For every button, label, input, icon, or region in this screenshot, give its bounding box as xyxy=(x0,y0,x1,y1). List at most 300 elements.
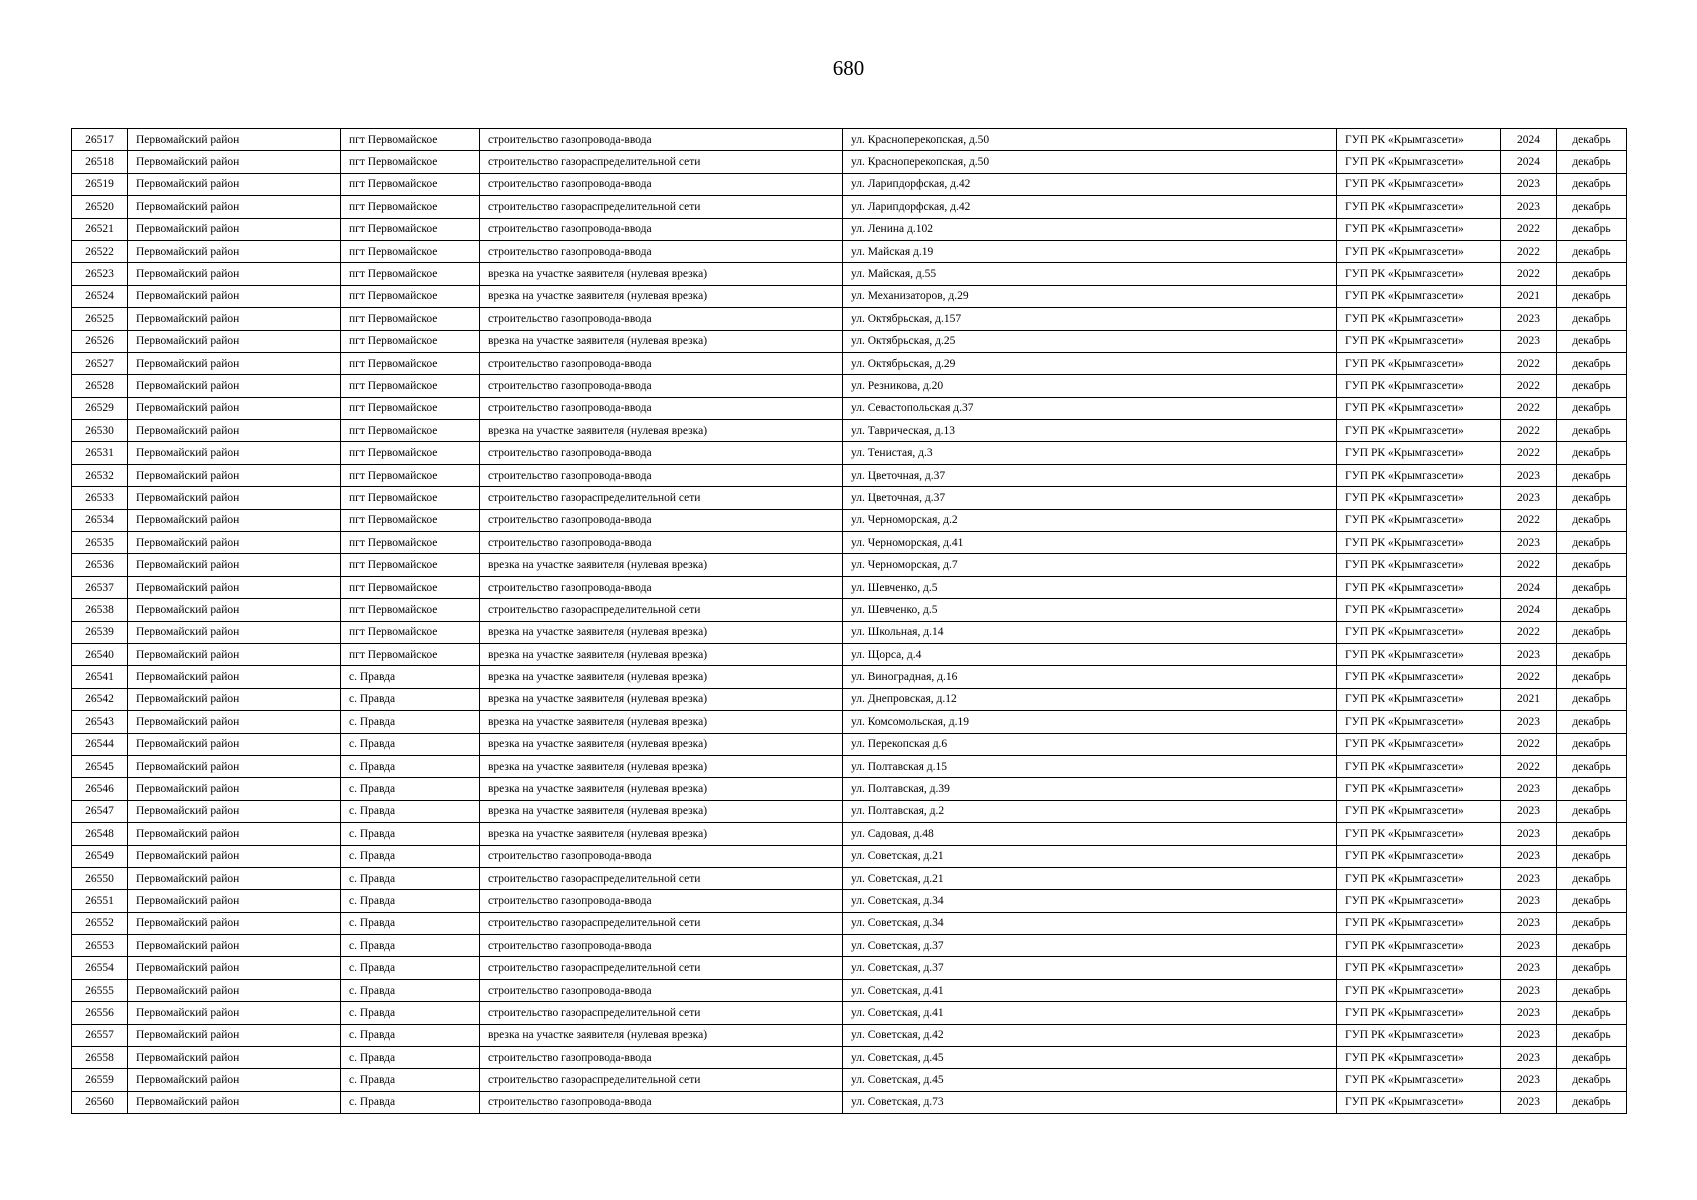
settlement-cell: пгт Первомайское xyxy=(341,621,480,643)
table-row xyxy=(72,845,1627,867)
row-number: 26540 xyxy=(72,643,128,665)
address-cell: ул. Таврическая, д.13 xyxy=(843,420,1337,442)
district-cell: Первомайский район xyxy=(128,308,341,330)
settlement-cell: пгт Первомайское xyxy=(341,330,480,352)
gasification-register-table xyxy=(71,128,1627,1114)
row-number: 26520 xyxy=(72,196,128,218)
row-number: 26550 xyxy=(72,867,128,889)
organization-cell: ГУП РК «Крымгазсети» xyxy=(1337,755,1501,777)
year-cell: 2023 xyxy=(1501,890,1557,912)
table-row xyxy=(72,397,1627,419)
settlement-cell: с. Правда xyxy=(341,1069,480,1091)
settlement-cell: пгт Первомайское xyxy=(341,532,480,554)
row-number: 26528 xyxy=(72,375,128,397)
table-row xyxy=(72,957,1627,979)
address-cell: ул. Октябрьская, д.157 xyxy=(843,308,1337,330)
table-row xyxy=(72,823,1627,845)
district-cell: Первомайский район xyxy=(128,1024,341,1046)
work-type-cell: строительство газораспределительной сети xyxy=(480,912,843,934)
address-cell: ул. Школьная, д.14 xyxy=(843,621,1337,643)
year-cell: 2023 xyxy=(1501,643,1557,665)
settlement-cell: с. Правда xyxy=(341,1091,480,1113)
month-cell: декабрь xyxy=(1557,688,1627,710)
work-type-cell: строительство газопровода-ввода xyxy=(480,308,843,330)
month-cell: декабрь xyxy=(1557,576,1627,598)
organization-cell: ГУП РК «Крымгазсети» xyxy=(1337,1024,1501,1046)
year-cell: 2023 xyxy=(1501,308,1557,330)
row-number: 26529 xyxy=(72,397,128,419)
district-cell: Первомайский район xyxy=(128,576,341,598)
organization-cell: ГУП РК «Крымгазсети» xyxy=(1337,688,1501,710)
address-cell: ул. Цветочная, д.37 xyxy=(843,464,1337,486)
table-row xyxy=(72,352,1627,374)
address-cell: ул. Советская, д.42 xyxy=(843,1024,1337,1046)
organization-cell: ГУП РК «Крымгазсети» xyxy=(1337,330,1501,352)
district-cell: Первомайский район xyxy=(128,375,341,397)
organization-cell: ГУП РК «Крымгазсети» xyxy=(1337,532,1501,554)
organization-cell: ГУП РК «Крымгазсети» xyxy=(1337,397,1501,419)
year-cell: 2023 xyxy=(1501,778,1557,800)
table-row xyxy=(72,867,1627,889)
row-number: 26539 xyxy=(72,621,128,643)
year-cell: 2022 xyxy=(1501,509,1557,531)
organization-cell: ГУП РК «Крымгазсети» xyxy=(1337,957,1501,979)
work-type-cell: строительство газопровода-ввода xyxy=(480,442,843,464)
work-type-cell: строительство газопровода-ввода xyxy=(480,979,843,1001)
work-type-cell: строительство газопровода-ввода xyxy=(480,532,843,554)
year-cell: 2022 xyxy=(1501,666,1557,688)
table-row xyxy=(72,196,1627,218)
row-number: 26551 xyxy=(72,890,128,912)
organization-cell: ГУП РК «Крымгазсети» xyxy=(1337,643,1501,665)
table-row xyxy=(72,263,1627,285)
district-cell: Первомайский район xyxy=(128,621,341,643)
address-cell: ул. Советская, д.21 xyxy=(843,867,1337,889)
settlement-cell: пгт Первомайское xyxy=(341,464,480,486)
organization-cell: ГУП РК «Крымгазсети» xyxy=(1337,464,1501,486)
year-cell: 2023 xyxy=(1501,196,1557,218)
organization-cell: ГУП РК «Крымгазсети» xyxy=(1337,420,1501,442)
organization-cell: ГУП РК «Крымгазсети» xyxy=(1337,173,1501,195)
district-cell: Первомайский район xyxy=(128,867,341,889)
organization-cell: ГУП РК «Крымгазсети» xyxy=(1337,129,1501,151)
row-number: 26518 xyxy=(72,151,128,173)
year-cell: 2023 xyxy=(1501,1069,1557,1091)
table-row xyxy=(72,935,1627,957)
organization-cell: ГУП РК «Крымгазсети» xyxy=(1337,554,1501,576)
row-number: 26522 xyxy=(72,240,128,262)
year-cell: 2023 xyxy=(1501,823,1557,845)
address-cell: ул. Щорса, д.4 xyxy=(843,643,1337,665)
table-row xyxy=(72,420,1627,442)
district-cell: Первомайский район xyxy=(128,800,341,822)
year-cell: 2023 xyxy=(1501,173,1557,195)
table-row xyxy=(72,240,1627,262)
year-cell: 2023 xyxy=(1501,912,1557,934)
organization-cell: ГУП РК «Крымгазсети» xyxy=(1337,867,1501,889)
table-row xyxy=(72,285,1627,307)
district-cell: Первомайский район xyxy=(128,733,341,755)
work-type-cell: врезка на участке заявителя (нулевая врезка) xyxy=(480,643,843,665)
work-type-cell: строительство газопровода-ввода xyxy=(480,352,843,374)
row-number: 26535 xyxy=(72,532,128,554)
year-cell: 2023 xyxy=(1501,957,1557,979)
organization-cell: ГУП РК «Крымгазсети» xyxy=(1337,1047,1501,1069)
organization-cell: ГУП РК «Крымгазсети» xyxy=(1337,442,1501,464)
address-cell: ул. Октябрьская, д.25 xyxy=(843,330,1337,352)
work-type-cell: строительство газопровода-ввода xyxy=(480,576,843,598)
month-cell: декабрь xyxy=(1557,532,1627,554)
district-cell: Первомайский район xyxy=(128,554,341,576)
settlement-cell: пгт Первомайское xyxy=(341,196,480,218)
row-number: 26554 xyxy=(72,957,128,979)
work-type-cell: строительство газопровода-ввода xyxy=(480,397,843,419)
organization-cell: ГУП РК «Крымгазсети» xyxy=(1337,733,1501,755)
month-cell: декабрь xyxy=(1557,285,1627,307)
month-cell: декабрь xyxy=(1557,643,1627,665)
district-cell: Первомайский район xyxy=(128,240,341,262)
work-type-cell: врезка на участке заявителя (нулевая врезка) xyxy=(480,263,843,285)
district-cell: Первомайский район xyxy=(128,509,341,531)
address-cell: ул. Советская, д.37 xyxy=(843,957,1337,979)
month-cell: декабрь xyxy=(1557,151,1627,173)
month-cell: декабрь xyxy=(1557,979,1627,1001)
address-cell: ул. Черноморская, д.2 xyxy=(843,509,1337,531)
address-cell: ул. Шевченко, д.5 xyxy=(843,576,1337,598)
row-number: 26538 xyxy=(72,599,128,621)
row-number: 26552 xyxy=(72,912,128,934)
settlement-cell: пгт Первомайское xyxy=(341,397,480,419)
settlement-cell: с. Правда xyxy=(341,778,480,800)
page-number: 680 xyxy=(832,56,865,80)
row-number: 26558 xyxy=(72,1047,128,1069)
district-cell: Первомайский район xyxy=(128,935,341,957)
settlement-cell: пгт Первомайское xyxy=(341,240,480,262)
settlement-cell: пгт Первомайское xyxy=(341,173,480,195)
address-cell: ул. Советская, д.37 xyxy=(843,935,1337,957)
address-cell: ул. Тенистая, д.3 xyxy=(843,442,1337,464)
address-cell: ул. Советская, д.73 xyxy=(843,1091,1337,1113)
year-cell: 2022 xyxy=(1501,397,1557,419)
address-cell: ул. Ленина д.102 xyxy=(843,218,1337,240)
address-cell: ул. Октябрьская, д.29 xyxy=(843,352,1337,374)
organization-cell: ГУП РК «Крымгазсети» xyxy=(1337,1069,1501,1091)
organization-cell: ГУП РК «Крымгазсети» xyxy=(1337,778,1501,800)
address-cell: ул. Севастопольская д.37 xyxy=(843,397,1337,419)
year-cell: 2022 xyxy=(1501,442,1557,464)
year-cell: 2022 xyxy=(1501,352,1557,374)
settlement-cell: с. Правда xyxy=(341,890,480,912)
settlement-cell: с. Правда xyxy=(341,979,480,1001)
year-cell: 2021 xyxy=(1501,688,1557,710)
row-number: 26541 xyxy=(72,666,128,688)
settlement-cell: пгт Первомайское xyxy=(341,442,480,464)
district-cell: Первомайский район xyxy=(128,285,341,307)
work-type-cell: врезка на участке заявителя (нулевая врезка) xyxy=(480,778,843,800)
table-row xyxy=(72,464,1627,486)
table-row xyxy=(72,442,1627,464)
month-cell: декабрь xyxy=(1557,912,1627,934)
district-cell: Первомайский район xyxy=(128,979,341,1001)
table-row xyxy=(72,979,1627,1001)
month-cell: декабрь xyxy=(1557,800,1627,822)
table-row xyxy=(72,330,1627,352)
organization-cell: ГУП РК «Крымгазсети» xyxy=(1337,196,1501,218)
row-number: 26560 xyxy=(72,1091,128,1113)
work-type-cell: строительство газораспределительной сети xyxy=(480,1002,843,1024)
work-type-cell: врезка на участке заявителя (нулевая врезка) xyxy=(480,554,843,576)
table-row xyxy=(72,375,1627,397)
table-row xyxy=(72,666,1627,688)
year-cell: 2023 xyxy=(1501,867,1557,889)
organization-cell: ГУП РК «Крымгазсети» xyxy=(1337,509,1501,531)
year-cell: 2022 xyxy=(1501,554,1557,576)
organization-cell: ГУП РК «Крымгазсети» xyxy=(1337,845,1501,867)
work-type-cell: врезка на участке заявителя (нулевая врезка) xyxy=(480,755,843,777)
district-cell: Первомайский район xyxy=(128,823,341,845)
register-body xyxy=(72,129,1627,1114)
organization-cell: ГУП РК «Крымгазсети» xyxy=(1337,935,1501,957)
district-cell: Первомайский район xyxy=(128,666,341,688)
organization-cell: ГУП РК «Крымгазсети» xyxy=(1337,240,1501,262)
organization-cell: ГУП РК «Крымгазсети» xyxy=(1337,800,1501,822)
district-cell: Первомайский район xyxy=(128,442,341,464)
settlement-cell: с. Правда xyxy=(341,935,480,957)
year-cell: 2023 xyxy=(1501,330,1557,352)
month-cell: декабрь xyxy=(1557,1024,1627,1046)
table-row xyxy=(72,1091,1627,1113)
work-type-cell: врезка на участке заявителя (нулевая врезка) xyxy=(480,733,843,755)
table-row xyxy=(72,576,1627,598)
month-cell: декабрь xyxy=(1557,1069,1627,1091)
year-cell: 2022 xyxy=(1501,218,1557,240)
address-cell: ул. Советская, д.34 xyxy=(843,912,1337,934)
settlement-cell: пгт Первомайское xyxy=(341,509,480,531)
address-cell: ул. Черноморская, д.41 xyxy=(843,532,1337,554)
district-cell: Первомайский район xyxy=(128,688,341,710)
organization-cell: ГУП РК «Крымгазсети» xyxy=(1337,576,1501,598)
month-cell: декабрь xyxy=(1557,330,1627,352)
district-cell: Первомайский район xyxy=(128,845,341,867)
table-row xyxy=(72,218,1627,240)
row-number: 26543 xyxy=(72,711,128,733)
table-row xyxy=(72,688,1627,710)
address-cell: ул. Советская, д.41 xyxy=(843,1002,1337,1024)
row-number: 26548 xyxy=(72,823,128,845)
month-cell: декабрь xyxy=(1557,442,1627,464)
row-number: 26546 xyxy=(72,778,128,800)
work-type-cell: строительство газопровода-ввода xyxy=(480,375,843,397)
district-cell: Первомайский район xyxy=(128,912,341,934)
work-type-cell: строительство газопровода-ввода xyxy=(480,464,843,486)
settlement-cell: пгт Первомайское xyxy=(341,129,480,151)
settlement-cell: пгт Первомайское xyxy=(341,352,480,374)
district-cell: Первомайский район xyxy=(128,352,341,374)
year-cell: 2022 xyxy=(1501,420,1557,442)
month-cell: декабрь xyxy=(1557,957,1627,979)
address-cell: ул. Полтавская, д.2 xyxy=(843,800,1337,822)
organization-cell: ГУП РК «Крымгазсети» xyxy=(1337,979,1501,1001)
address-cell: ул. Черноморская, д.7 xyxy=(843,554,1337,576)
organization-cell: ГУП РК «Крымгазсети» xyxy=(1337,285,1501,307)
organization-cell: ГУП РК «Крымгазсети» xyxy=(1337,1091,1501,1113)
row-number: 26557 xyxy=(72,1024,128,1046)
year-cell: 2023 xyxy=(1501,1091,1557,1113)
address-cell: ул. Шевченко, д.5 xyxy=(843,599,1337,621)
table-row xyxy=(72,755,1627,777)
year-cell: 2022 xyxy=(1501,263,1557,285)
district-cell: Первомайский район xyxy=(128,532,341,554)
address-cell: ул. Виноградная, д.16 xyxy=(843,666,1337,688)
district-cell: Первомайский район xyxy=(128,487,341,509)
district-cell: Первомайский район xyxy=(128,420,341,442)
address-cell: ул. Майская, д.55 xyxy=(843,263,1337,285)
work-type-cell: строительство газопровода-ввода xyxy=(480,845,843,867)
district-cell: Первомайский район xyxy=(128,711,341,733)
settlement-cell: с. Правда xyxy=(341,867,480,889)
settlement-cell: с. Правда xyxy=(341,957,480,979)
organization-cell: ГУП РК «Крымгазсети» xyxy=(1337,666,1501,688)
work-type-cell: строительство газопровода-ввода xyxy=(480,1047,843,1069)
work-type-cell: врезка на участке заявителя (нулевая врезка) xyxy=(480,1024,843,1046)
work-type-cell: строительство газораспределительной сети xyxy=(480,487,843,509)
district-cell: Первомайский район xyxy=(128,1047,341,1069)
settlement-cell: пгт Первомайское xyxy=(341,420,480,442)
month-cell: декабрь xyxy=(1557,755,1627,777)
address-cell: ул. Полтавская, д.39 xyxy=(843,778,1337,800)
district-cell: Первомайский район xyxy=(128,778,341,800)
settlement-cell: пгт Первомайское xyxy=(341,263,480,285)
month-cell: декабрь xyxy=(1557,509,1627,531)
month-cell: декабрь xyxy=(1557,621,1627,643)
year-cell: 2022 xyxy=(1501,375,1557,397)
address-cell: ул. Механизаторов, д.29 xyxy=(843,285,1337,307)
month-cell: декабрь xyxy=(1557,778,1627,800)
table-row xyxy=(72,487,1627,509)
year-cell: 2024 xyxy=(1501,599,1557,621)
district-cell: Первомайский район xyxy=(128,890,341,912)
address-cell: ул. Красноперекопская, д.50 xyxy=(843,151,1337,173)
table-row xyxy=(72,800,1627,822)
work-type-cell: строительство газораспределительной сети xyxy=(480,196,843,218)
district-cell: Первомайский район xyxy=(128,643,341,665)
year-cell: 2022 xyxy=(1501,733,1557,755)
row-number: 26547 xyxy=(72,800,128,822)
settlement-cell: пгт Первомайское xyxy=(341,308,480,330)
district-cell: Первомайский район xyxy=(128,755,341,777)
month-cell: декабрь xyxy=(1557,240,1627,262)
settlement-cell: с. Правда xyxy=(341,1047,480,1069)
year-cell: 2023 xyxy=(1501,1024,1557,1046)
year-cell: 2022 xyxy=(1501,755,1557,777)
address-cell: ул. Комсомольская, д.19 xyxy=(843,711,1337,733)
address-cell: ул. Перекопская д.6 xyxy=(843,733,1337,755)
address-cell: ул. Садовая, д.48 xyxy=(843,823,1337,845)
month-cell: декабрь xyxy=(1557,420,1627,442)
row-number: 26519 xyxy=(72,173,128,195)
month-cell: декабрь xyxy=(1557,375,1627,397)
row-number: 26553 xyxy=(72,935,128,957)
row-number: 26544 xyxy=(72,733,128,755)
address-cell: ул. Ларипдорфская, д.42 xyxy=(843,173,1337,195)
district-cell: Первомайский район xyxy=(128,196,341,218)
year-cell: 2023 xyxy=(1501,800,1557,822)
year-cell: 2024 xyxy=(1501,151,1557,173)
table-row xyxy=(72,509,1627,531)
district-cell: Первомайский район xyxy=(128,1069,341,1091)
work-type-cell: врезка на участке заявителя (нулевая врезка) xyxy=(480,621,843,643)
district-cell: Первомайский район xyxy=(128,173,341,195)
settlement-cell: пгт Первомайское xyxy=(341,151,480,173)
month-cell: декабрь xyxy=(1557,308,1627,330)
work-type-cell: строительство газораспределительной сети xyxy=(480,957,843,979)
settlement-cell: пгт Первомайское xyxy=(341,554,480,576)
organization-cell: ГУП РК «Крымгазсети» xyxy=(1337,599,1501,621)
address-cell: ул. Советская, д.45 xyxy=(843,1069,1337,1091)
month-cell: декабрь xyxy=(1557,464,1627,486)
month-cell: декабрь xyxy=(1557,196,1627,218)
work-type-cell: врезка на участке заявителя (нулевая врезка) xyxy=(480,800,843,822)
district-cell: Первомайский район xyxy=(128,129,341,151)
month-cell: декабрь xyxy=(1557,1047,1627,1069)
year-cell: 2023 xyxy=(1501,487,1557,509)
year-cell: 2023 xyxy=(1501,935,1557,957)
settlement-cell: пгт Первомайское xyxy=(341,599,480,621)
district-cell: Первомайский район xyxy=(128,218,341,240)
work-type-cell: врезка на участке заявителя (нулевая врезка) xyxy=(480,711,843,733)
address-cell: ул. Цветочная, д.37 xyxy=(843,487,1337,509)
work-type-cell: врезка на участке заявителя (нулевая врезка) xyxy=(480,285,843,307)
district-cell: Первомайский район xyxy=(128,151,341,173)
organization-cell: ГУП РК «Крымгазсети» xyxy=(1337,352,1501,374)
district-cell: Первомайский район xyxy=(128,957,341,979)
month-cell: декабрь xyxy=(1557,711,1627,733)
table-row xyxy=(72,1002,1627,1024)
work-type-cell: строительство газораспределительной сети xyxy=(480,867,843,889)
settlement-cell: пгт Первомайское xyxy=(341,487,480,509)
row-number: 26517 xyxy=(72,129,128,151)
work-type-cell: строительство газопровода-ввода xyxy=(480,218,843,240)
row-number: 26521 xyxy=(72,218,128,240)
settlement-cell: с. Правда xyxy=(341,845,480,867)
work-type-cell: строительство газораспределительной сети xyxy=(480,1069,843,1091)
district-cell: Первомайский район xyxy=(128,397,341,419)
organization-cell: ГУП РК «Крымгазсети» xyxy=(1337,890,1501,912)
month-cell: декабрь xyxy=(1557,845,1627,867)
month-cell: декабрь xyxy=(1557,733,1627,755)
settlement-cell: пгт Первомайское xyxy=(341,375,480,397)
district-cell: Первомайский район xyxy=(128,1091,341,1113)
settlement-cell: пгт Первомайское xyxy=(341,218,480,240)
settlement-cell: с. Правда xyxy=(341,1002,480,1024)
table-row xyxy=(72,599,1627,621)
table-row xyxy=(72,643,1627,665)
row-number: 26527 xyxy=(72,352,128,374)
month-cell: декабрь xyxy=(1557,1002,1627,1024)
work-type-cell: строительство газопровода-ввода xyxy=(480,129,843,151)
month-cell: декабрь xyxy=(1557,1091,1627,1113)
row-number: 26549 xyxy=(72,845,128,867)
work-type-cell: врезка на участке заявителя (нулевая врезка) xyxy=(480,823,843,845)
settlement-cell: с. Правда xyxy=(341,912,480,934)
settlement-cell: с. Правда xyxy=(341,688,480,710)
row-number: 26525 xyxy=(72,308,128,330)
year-cell: 2023 xyxy=(1501,464,1557,486)
address-cell: ул. Советская, д.45 xyxy=(843,1047,1337,1069)
work-type-cell: строительство газопровода-ввода xyxy=(480,890,843,912)
address-cell: ул. Днепровская, д.12 xyxy=(843,688,1337,710)
organization-cell: ГУП РК «Крымгазсети» xyxy=(1337,823,1501,845)
